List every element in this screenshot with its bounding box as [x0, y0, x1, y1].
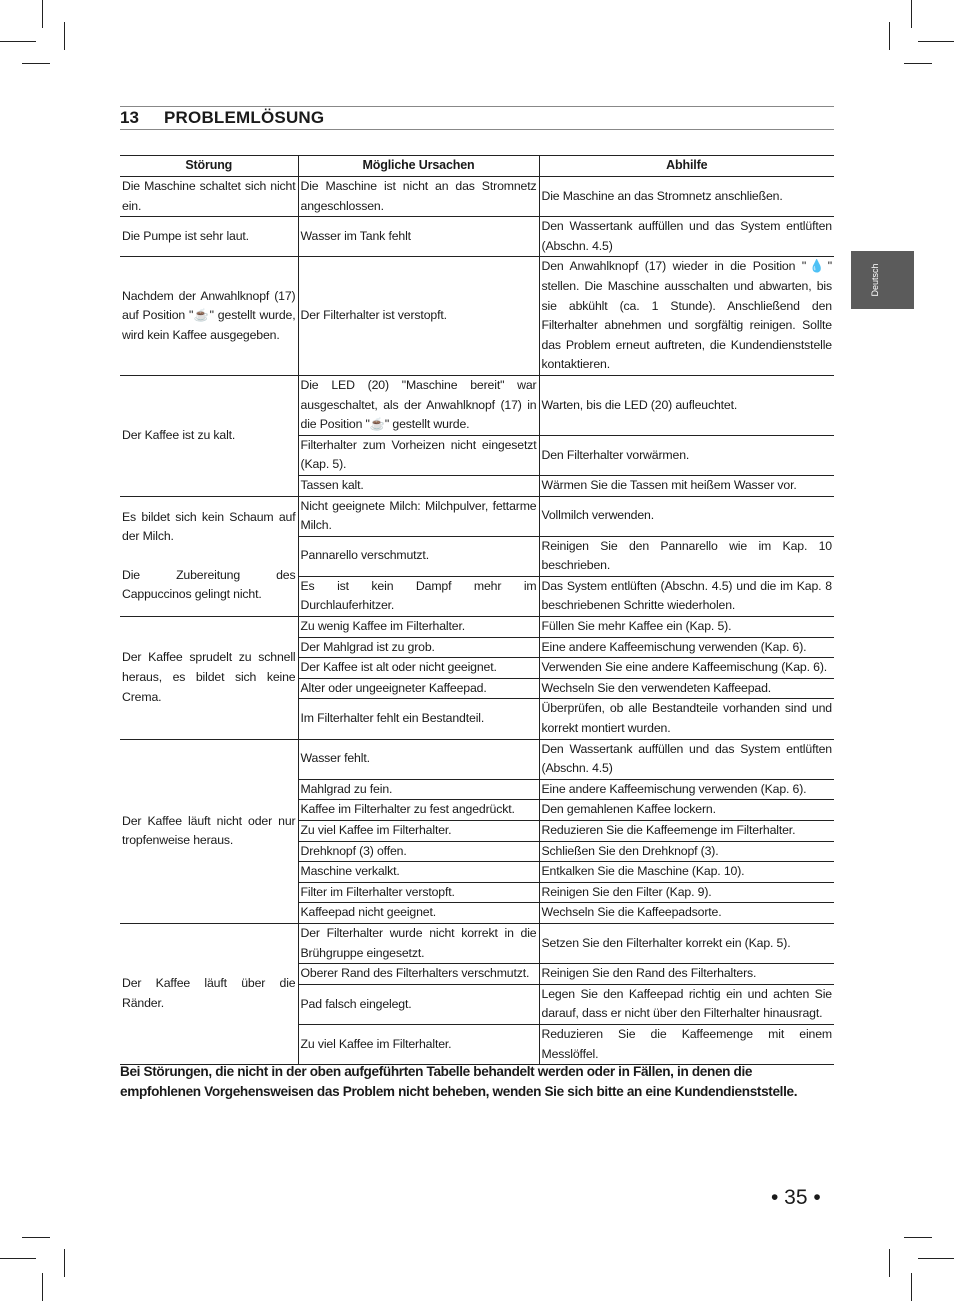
- crop-mark: [42, 0, 43, 28]
- remedy-cell: Füllen Sie mehr Kaffee ein (Kap. 5).: [539, 617, 834, 638]
- cause-cell: Oberer Rand des Filterhalters verschmutzt.: [298, 964, 539, 985]
- section-title: PROBLEMLÖSUNG: [164, 108, 325, 127]
- crop-mark: [918, 41, 954, 42]
- remedy-cell: Den Anwahlknopf (17) wieder in die Position "💧" stellen. Die Maschine ausschalten und abwarten, bis sie abkühlt (ca. 1 Stunde). Anschließend den Filterhalter abnehmen und sorgfältig reinigen. Sollte das Problem erneut auftreten, die Kundendienststelle kontaktieren.: [539, 257, 834, 376]
- remedy-cell: Die Maschine an das Stromnetz anschließen.: [539, 177, 834, 217]
- remedy-cell: Den Wassertank auffüllen und das System entlüften (Abschn. 4.5): [539, 739, 834, 779]
- remedy-cell: Reinigen Sie den Filter (Kap. 9).: [539, 882, 834, 903]
- crop-mark: [904, 63, 932, 64]
- crop-mark: [64, 22, 65, 50]
- section-heading: [120, 106, 834, 130]
- remedy-cell: Wärmen Sie die Tassen mit heißem Wasser vor.: [539, 475, 834, 496]
- crop-mark: [42, 1273, 43, 1301]
- table-row: [120, 617, 834, 638]
- symptom-text: Es bildet sich kein Schaum auf der Milch.: [122, 509, 296, 544]
- section-number: 13: [120, 108, 139, 127]
- remedy-cell: Eine andere Kaffeemischung verwenden (Kap. 6).: [539, 779, 834, 800]
- header-remedy: Abhilfe: [539, 156, 834, 177]
- table-row: [120, 217, 834, 257]
- table-row: [120, 739, 834, 779]
- remedy-cell: Entkalken Sie die Maschine (Kap. 10).: [539, 862, 834, 883]
- cause-cell: Alter oder ungeeigneter Kaffeepad.: [298, 678, 539, 699]
- crop-mark: [911, 0, 912, 28]
- crop-mark: [889, 22, 890, 50]
- symptom-cell: Nachdem der Anwahlknopf (17) auf Position "☕" gestellt wurde, wird kein Kaffee ausgegeben.: [120, 257, 298, 376]
- cause-cell: Pannarello verschmutzt.: [298, 536, 539, 576]
- remedy-cell: Setzen Sie den Filterhalter korrekt ein (Kap. 5).: [539, 923, 834, 963]
- table-row: [120, 257, 834, 376]
- crop-mark: [918, 1258, 954, 1259]
- remedy-cell: Überprüfen, ob alle Bestandteile vorhanden sind und korrekt montiert wurden.: [539, 699, 834, 739]
- cause-cell: Die Maschine ist nicht an das Stromnetz angeschlossen.: [298, 177, 539, 217]
- symptom-text: Die Zubereitung des Cappuccinos gelingt nicht.: [122, 567, 296, 602]
- language-tab-label: Deutsch: [870, 263, 880, 297]
- remedy-cell: Vollmilch verwenden.: [539, 496, 834, 536]
- crop-mark: [64, 1249, 65, 1277]
- symptom-cell: Die Pumpe ist sehr laut.: [120, 217, 298, 257]
- symptom-cell: Der Kaffee läuft über die Ränder.: [120, 923, 298, 1064]
- cause-cell: Der Filterhalter ist verstopft.: [298, 257, 539, 376]
- crop-mark: [904, 1237, 932, 1238]
- cause-cell: Die LED (20) "Maschine bereit" war ausgeschaltet, als der Anwahlknopf (17) in die Position "☕" gestellt wurde.: [298, 375, 539, 435]
- remedy-cell: Den Wassertank auffüllen und das System entlüften (Abschn. 4.5): [539, 217, 834, 257]
- remedy-cell: Reduzieren Sie die Kaffeemenge mit einem Messlöffel.: [539, 1024, 834, 1064]
- table-row: [120, 923, 834, 963]
- symptom-cell: Die Maschine schaltet sich nicht ein.: [120, 177, 298, 217]
- symptom-cell: Der Kaffee läuft nicht oder nur tropfenweise heraus.: [120, 739, 298, 923]
- cause-cell: Kaffee im Filterhalter zu fest angedrückt.: [298, 800, 539, 821]
- cause-cell: Es ist kein Dampf mehr im Durchlauferhitzer.: [298, 576, 539, 616]
- remedy-cell: Reinigen Sie den Rand des Filterhalters.: [539, 964, 834, 985]
- remedy-cell: Das System entlüften (Abschn. 4.5) und die im Kap. 8 beschriebenen Schritte wiederholen.: [539, 576, 834, 616]
- symptom-cell: Der Kaffee sprudelt zu schnell heraus, es bildet sich keine Crema.: [120, 617, 298, 740]
- cause-cell: Wasser fehlt.: [298, 739, 539, 779]
- cause-cell: Drehknopf (3) offen.: [298, 841, 539, 862]
- cause-cell: Kaffeepad nicht geeignet.: [298, 903, 539, 924]
- remedy-cell: Warten, bis die LED (20) aufleuchtet.: [539, 375, 834, 435]
- remedy-cell: Den gemahlenen Kaffee lockern.: [539, 800, 834, 821]
- service-note: Bei Störungen, die nicht in der oben aufgeführten Tabelle behandelt werden oder in Fällen, in denen die empfohlenen Vorgehensweisen das Problem nicht beheben, wenden Sie sich bitte an eine Kundendienststelle.: [120, 1064, 798, 1099]
- table-header-row: [120, 156, 834, 177]
- cause-cell: Der Filterhalter wurde nicht korrekt in die Brühgruppe eingesetzt.: [298, 923, 539, 963]
- symptom-cell: [120, 496, 298, 617]
- cause-cell: Filter im Filterhalter verstopft.: [298, 882, 539, 903]
- cause-cell: Nicht geeignete Milch: Milchpulver, fettarme Milch.: [298, 496, 539, 536]
- remedy-cell: Wechseln Sie den verwendeten Kaffeepad.: [539, 678, 834, 699]
- cause-cell: Maschine verkalkt.: [298, 862, 539, 883]
- crop-mark: [0, 41, 36, 42]
- remedy-cell: Schließen Sie den Drehknopf (3).: [539, 841, 834, 862]
- table-row: [120, 177, 834, 217]
- table-row: [120, 375, 834, 435]
- language-tab: [851, 251, 914, 309]
- crop-mark: [22, 63, 50, 64]
- remedy-cell: Den Filterhalter vorwärmen.: [539, 435, 834, 475]
- cause-cell: Zu wenig Kaffee im Filterhalter.: [298, 617, 539, 638]
- troubleshooting-table: [120, 155, 834, 1065]
- table-row: [120, 496, 834, 536]
- remedy-cell: Reinigen Sie den Pannarello wie im Kap. 10 beschrieben.: [539, 536, 834, 576]
- cause-cell: Wasser im Tank fehlt: [298, 217, 539, 257]
- cause-cell: Mahlgrad zu fein.: [298, 779, 539, 800]
- cause-cell: Im Filterhalter fehlt ein Bestandteil.: [298, 699, 539, 739]
- remedy-cell: Eine andere Kaffeemischung verwenden (Kap. 6).: [539, 637, 834, 658]
- cause-cell: Pad falsch eingelegt.: [298, 984, 539, 1024]
- remedy-cell: Reduzieren Sie die Kaffeemenge im Filterhalter.: [539, 821, 834, 842]
- cause-cell: Filterhalter zum Vorheizen nicht eingesetzt (Kap. 5).: [298, 435, 539, 475]
- crop-mark: [0, 1258, 36, 1259]
- remedy-cell: Verwenden Sie eine andere Kaffeemischung (Kap. 6).: [539, 658, 834, 679]
- symptom-cell: Der Kaffee ist zu kalt.: [120, 375, 298, 496]
- page-number: • 35 •: [771, 1186, 821, 1209]
- cause-cell: Zu viel Kaffee im Filterhalter.: [298, 821, 539, 842]
- cause-cell: Der Mahlgrad ist zu grob.: [298, 637, 539, 658]
- remedy-cell: Wechseln Sie die Kaffeepadsorte.: [539, 903, 834, 924]
- remedy-cell: Legen Sie den Kaffeepad richtig ein und achten Sie darauf, dass er nicht über den Filterhalter hinausragt.: [539, 984, 834, 1024]
- crop-mark: [22, 1237, 50, 1238]
- cause-cell: Der Kaffee ist alt oder nicht geeignet.: [298, 658, 539, 679]
- crop-mark: [911, 1273, 912, 1301]
- header-symptom: Störung: [120, 156, 298, 177]
- crop-mark: [889, 1249, 890, 1277]
- cause-cell: Tassen kalt.: [298, 475, 539, 496]
- header-cause: Mögliche Ursachen: [298, 156, 539, 177]
- cause-cell: Zu viel Kaffee im Filterhalter.: [298, 1024, 539, 1064]
